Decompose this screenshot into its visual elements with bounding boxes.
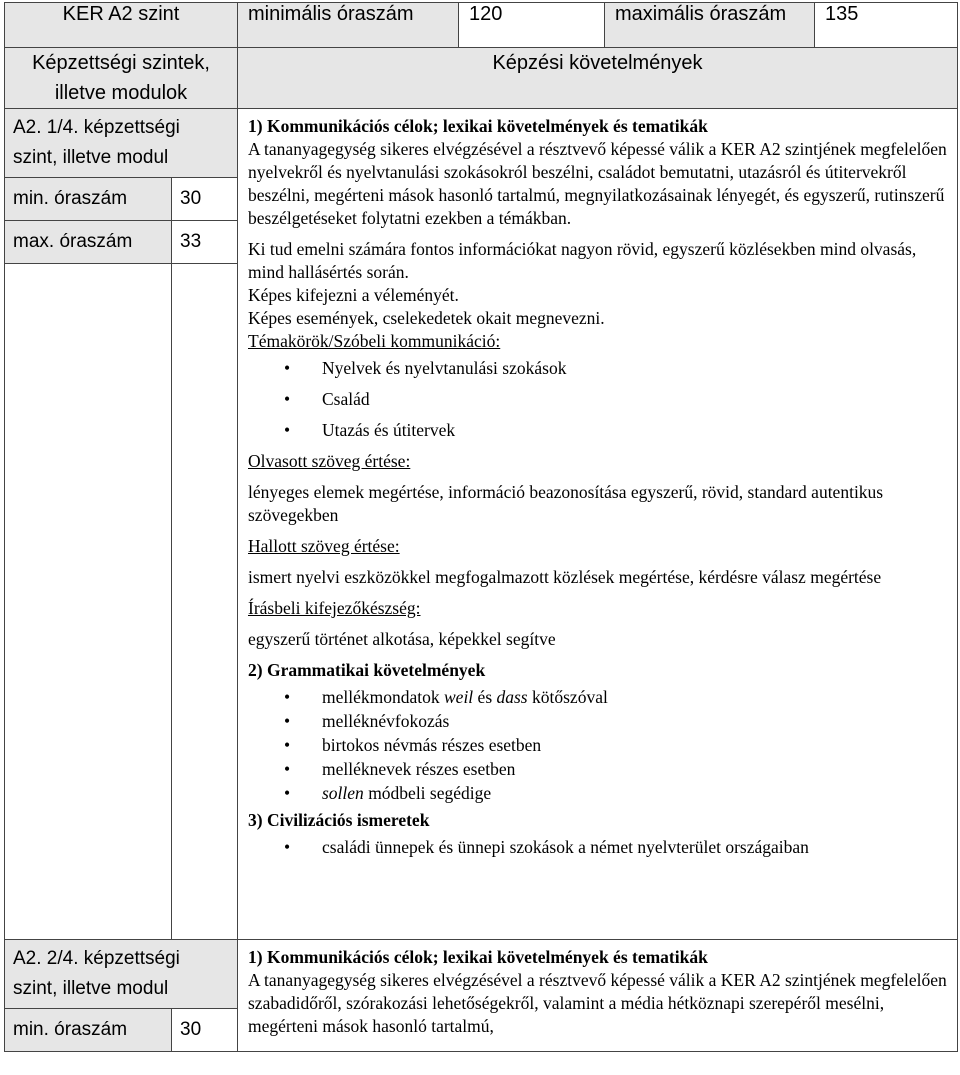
module-max-hours-label: max. óraszám (5, 221, 171, 263)
module-row (5, 940, 958, 1052)
min-hours-label: minimális óraszám (238, 3, 459, 48)
list-item: • melléknevek részes esetben (248, 758, 947, 781)
grammar-italic: weil (444, 687, 474, 707)
topics-list (248, 357, 947, 442)
list-item: • birtokos névmás részes esetben (248, 734, 947, 757)
topics-label: Témakörök/Szóbeli kommunikáció: (248, 331, 501, 351)
writing-text: egyszerű történet alkotása, képekkel segítve (248, 629, 556, 649)
module-max-hours-row (5, 220, 237, 264)
grammar-text: kötőszóval (527, 687, 608, 707)
grammar-italic: dass (496, 687, 528, 707)
module-divider (171, 261, 172, 939)
paragraph: Képes események, cselekedetek okait megnevezni. (248, 308, 605, 328)
list-item: • családi ünnepek és ünnepi szokások a német nyelvterület országaiban (248, 836, 947, 859)
list-item (248, 782, 947, 805)
module-info-cell (5, 109, 238, 940)
module-info-cell (5, 940, 238, 1052)
module-min-hours-row (5, 1008, 237, 1051)
reading-label: Olvasott szöveg értése: (248, 451, 411, 471)
module-min-hours-row (5, 177, 237, 220)
section-heading: 1) Kommunikációs célok; lexikai követelmények és tematikák (248, 116, 708, 136)
module-min-hours-value: 30 (171, 178, 237, 220)
column-header-requirements: Képzési követelmények (238, 48, 958, 109)
module-content-cell (238, 109, 958, 940)
paragraph: Ki tud emelni számára fontos információkat nagyon rövid, egyszerű közlésekben mind olvasás, mind hallásértés során. (248, 239, 917, 282)
min-hours-value: 120 (459, 3, 605, 48)
module-min-hours-label: min. óraszám (5, 1009, 171, 1051)
grammar-list (248, 686, 947, 805)
reading-text: lényeges elemek megértése, információ beazonosítása egyszerű, rövid, standard autentikus szövegekben (248, 482, 884, 525)
max-hours-label: maximális óraszám (605, 3, 815, 48)
paragraph: Képes kifejezni a véleményét. (248, 285, 459, 305)
module-max-hours-value: 33 (171, 221, 237, 263)
list-item: • Nyelvek és nyelvtanulási szokások (248, 357, 947, 380)
module-row (5, 109, 958, 940)
module-title: A2. 1/4. képzettségi szint, illetve modul (5, 109, 237, 177)
writing-label: Írásbeli kifejezőkészség: (248, 598, 421, 618)
module-content-cell (238, 940, 958, 1052)
column-header-row (5, 48, 958, 109)
listening-text: ismert nyelvi eszközökkel megfogalmazott közlések megértése, kérdésre válasz megértése (248, 567, 882, 587)
paragraph: A tananyagegység sikeres elvégzésével a résztvevő képessé válik a KER A2 szintjének megfelelően szabadidőről, szórakozási lehetőségekről, valamint a média hétköznapi szerepéről mesélni, megérteni mások hasonló tartalmú, (248, 970, 947, 1036)
list-item: • Utazás és útitervek (248, 419, 947, 442)
grammar-text: módbeli segédige (363, 783, 492, 803)
section-heading: 1) Kommunikációs célok; lexikai követelmények és tematikák (248, 947, 708, 967)
column-header-levels: Képzettségi szintek, illetve modulok (5, 48, 238, 109)
module-content (238, 940, 957, 1042)
level-header-row (5, 3, 958, 48)
grammar-text: mellékmondatok (322, 687, 444, 707)
module-min-hours-value: 30 (171, 1009, 237, 1051)
paragraph: A tananyagegység sikeres elvégzésével a résztvevő képessé válik a KER A2 szintjének megfelelően nyelvekről és nyelvtanulási szokásokról beszélni, családot bemutatni, utazásról és útitervekről beszélni, megérteni mások hasonló tartalmú, megnyilatkozásainak lényegét, és egyszerű, rutinszerű beszélgetéseket folytatni ezekben a témákban. (248, 139, 947, 228)
max-hours-value: 135 (815, 3, 958, 48)
section-heading: 3) Civilizációs ismeretek (248, 810, 430, 830)
requirements-table (4, 2, 958, 1052)
module-min-hours-label: min. óraszám (5, 178, 171, 220)
list-item: • melléknévfokozás (248, 710, 947, 733)
module-title: A2. 2/4. képzettségi szint, illetve modul (5, 940, 237, 1008)
list-item (248, 686, 947, 709)
list-item: • Család (248, 388, 947, 411)
module-content (238, 109, 957, 871)
grammar-text: és (473, 687, 497, 707)
section-heading: 2) Grammatikai követelmények (248, 660, 486, 680)
level-label: KER A2 szint (5, 3, 238, 48)
grammar-italic: sollen (322, 783, 364, 803)
civilization-list (248, 836, 947, 859)
listening-label: Hallott szöveg értése: (248, 536, 400, 556)
